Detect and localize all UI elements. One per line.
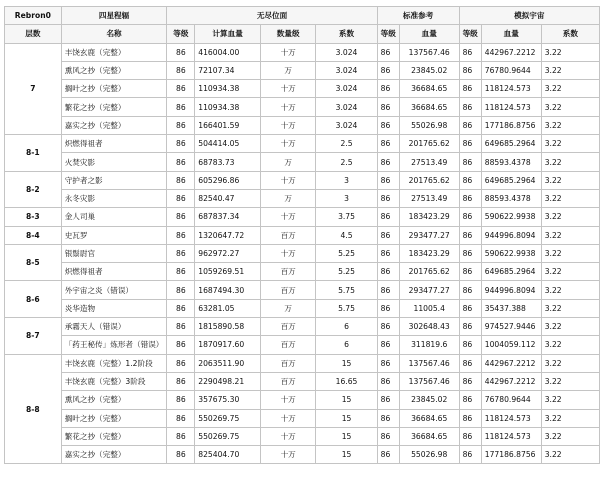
name-cell[interactable]: 嘉实之抄（完整） (61, 116, 167, 134)
table-row (5, 226, 600, 244)
std-level-cell[interactable]: 86 (377, 409, 399, 427)
name-cell[interactable]: 嘉实之抄（完整） (61, 446, 167, 464)
name-cell[interactable]: 火焚灾影 (61, 153, 167, 171)
sim-level-cell[interactable]: 86 (459, 372, 481, 390)
level-cell[interactable]: 86 (167, 446, 195, 464)
floor-cell[interactable]: 8-3 (5, 208, 62, 226)
std-hp-cell[interactable]: 183423.29 (399, 208, 459, 226)
magnitude-cell[interactable]: 十万 (260, 446, 315, 464)
spreadsheet (4, 6, 600, 464)
coef-cell[interactable]: 3.024 (316, 43, 377, 61)
level-cell[interactable]: 86 (167, 318, 195, 336)
coef-cell[interactable]: 3.75 (316, 208, 377, 226)
std-hp-cell[interactable]: 36684.65 (399, 409, 459, 427)
calc-hp-cell[interactable]: 825404.70 (195, 446, 261, 464)
header-row-1 (5, 7, 600, 25)
std-level-cell[interactable]: 86 (377, 336, 399, 354)
table-row (5, 135, 600, 153)
sim-coef-cell[interactable]: 3.22 (541, 391, 599, 409)
name-cell[interactable]: 繁花之抄（完整） (61, 427, 167, 445)
coef-cell[interactable]: 2.5 (316, 153, 377, 171)
calc-hp-cell[interactable]: 504414.05 (195, 135, 261, 153)
calc-hp-cell[interactable]: 687837.34 (195, 208, 261, 226)
sim-level-cell[interactable]: 86 (459, 354, 481, 372)
magnitude-cell[interactable]: 十万 (260, 43, 315, 61)
level-cell[interactable]: 86 (167, 263, 195, 281)
table-row (5, 354, 600, 372)
std-level-cell[interactable]: 86 (377, 189, 399, 207)
sim-coef-cell[interactable]: 3.22 (541, 80, 599, 98)
sim-coef-cell[interactable]: 3.22 (541, 318, 599, 336)
table-row (5, 244, 600, 262)
std-level-cell[interactable]: 86 (377, 244, 399, 262)
magnitude-cell[interactable]: 十万 (260, 80, 315, 98)
std-hp-cell[interactable]: 23845.02 (399, 391, 459, 409)
level-cell[interactable]: 86 (167, 281, 195, 299)
magnitude-cell[interactable]: 万 (260, 189, 315, 207)
magnitude-cell[interactable]: 十万 (260, 135, 315, 153)
calc-hp-cell[interactable]: 1815890.58 (195, 318, 261, 336)
name-cell[interactable]: 丰饶玄鹿（完整）3阶段 (61, 372, 167, 390)
std-hp-cell[interactable]: 293477.27 (399, 226, 459, 244)
calc-hp-cell[interactable]: 962972.27 (195, 244, 261, 262)
header-row-2 (5, 25, 600, 43)
magnitude-cell[interactable]: 十万 (260, 208, 315, 226)
sim-coef-cell[interactable]: 3.22 (541, 189, 599, 207)
name-cell[interactable]: 丰饶玄鹿（完整） (61, 43, 167, 61)
table-row (5, 409, 600, 427)
level-cell[interactable]: 86 (167, 336, 195, 354)
floor-cell[interactable]: 7 (5, 43, 62, 134)
sim-coef-cell[interactable]: 3.22 (541, 244, 599, 262)
coef-cell[interactable]: 6 (316, 336, 377, 354)
sim-coef-cell[interactable]: 3.22 (541, 299, 599, 317)
sim-level-cell[interactable]: 86 (459, 409, 481, 427)
coef-cell[interactable]: 5.25 (316, 263, 377, 281)
magnitude-cell[interactable]: 十万 (260, 98, 315, 116)
level-cell[interactable]: 86 (167, 171, 195, 189)
std-hp-cell[interactable]: 137567.46 (399, 43, 459, 61)
sim-coef-cell[interactable]: 3.22 (541, 98, 599, 116)
std-level-cell[interactable]: 86 (377, 226, 399, 244)
std-level-cell[interactable]: 86 (377, 116, 399, 134)
level-cell[interactable]: 86 (167, 98, 195, 116)
name-cell[interactable]: 炽燃得祖者 (61, 263, 167, 281)
std-hp-cell[interactable]: 36684.65 (399, 98, 459, 116)
coef-cell[interactable]: 3.024 (316, 61, 377, 79)
header-star-rune[interactable]: 四星程辐 (61, 7, 167, 25)
floor-cell[interactable]: 8-6 (5, 281, 62, 318)
table-row (5, 263, 600, 281)
coef-cell[interactable]: 16.65 (316, 372, 377, 390)
name-cell[interactable]: 熏风之抄（完整） (61, 391, 167, 409)
magnitude-cell[interactable]: 十万 (260, 427, 315, 445)
calc-hp-cell[interactable]: 2290498.21 (195, 372, 261, 390)
level-cell[interactable]: 86 (167, 135, 195, 153)
sim-level-cell[interactable]: 86 (459, 446, 481, 464)
name-cell[interactable]: 金人司巢 (61, 208, 167, 226)
sim-hp-cell[interactable]: 649685.2964 (481, 135, 541, 153)
sim-hp-cell[interactable]: 1004059.112 (481, 336, 541, 354)
calc-hp-cell[interactable]: 416004.00 (195, 43, 261, 61)
sim-hp-cell[interactable]: 76780.9644 (481, 61, 541, 79)
sim-hp-cell[interactable]: 118124.573 (481, 80, 541, 98)
sim-level-cell[interactable]: 86 (459, 171, 481, 189)
sim-coef-cell[interactable]: 3.22 (541, 171, 599, 189)
std-level-cell[interactable]: 86 (377, 372, 399, 390)
sim-coef-cell[interactable]: 3.22 (541, 43, 599, 61)
std-hp-cell[interactable]: 55026.98 (399, 116, 459, 134)
sim-coef-cell[interactable]: 3.22 (541, 226, 599, 244)
sim-coef-cell[interactable]: 3.22 (541, 427, 599, 445)
coef-cell[interactable]: 3.024 (316, 116, 377, 134)
header-magnitude[interactable]: 数量级 (260, 25, 315, 43)
sim-level-cell[interactable]: 86 (459, 263, 481, 281)
calc-hp-cell[interactable]: 550269.75 (195, 409, 261, 427)
coef-cell[interactable]: 5.75 (316, 281, 377, 299)
calc-hp-cell[interactable]: 550269.75 (195, 427, 261, 445)
calc-hp-cell[interactable]: 110934.38 (195, 98, 261, 116)
std-hp-cell[interactable]: 11005.4 (399, 299, 459, 317)
magnitude-cell[interactable]: 百万 (260, 318, 315, 336)
name-cell[interactable]: 「药王秘传」炼形者（错误） (61, 336, 167, 354)
calc-hp-cell[interactable]: 1687494.30 (195, 281, 261, 299)
sim-level-cell[interactable]: 86 (459, 336, 481, 354)
name-cell[interactable]: 银鬃尉官 (61, 244, 167, 262)
coef-cell[interactable]: 3 (316, 189, 377, 207)
coef-cell[interactable]: 15 (316, 354, 377, 372)
floor-cell[interactable]: 8-8 (5, 354, 62, 464)
name-cell[interactable]: 炎华造物 (61, 299, 167, 317)
header-level[interactable]: 等级 (167, 25, 195, 43)
std-level-cell[interactable]: 86 (377, 171, 399, 189)
sim-coef-cell[interactable]: 3.22 (541, 446, 599, 464)
name-cell[interactable]: 承霧天人（错误） (61, 318, 167, 336)
header-std-hp[interactable]: 血量 (399, 25, 459, 43)
sim-coef-cell[interactable]: 3.22 (541, 116, 599, 134)
std-hp-cell[interactable]: 27513.49 (399, 153, 459, 171)
sim-hp-cell[interactable]: 35437.388 (481, 299, 541, 317)
level-cell[interactable]: 86 (167, 244, 195, 262)
sim-hp-cell[interactable]: 118124.573 (481, 409, 541, 427)
sim-level-cell[interactable]: 86 (459, 281, 481, 299)
sim-level-cell[interactable]: 86 (459, 318, 481, 336)
sim-hp-cell[interactable]: 76780.9644 (481, 391, 541, 409)
std-hp-cell[interactable]: 201765.62 (399, 171, 459, 189)
std-level-cell[interactable]: 86 (377, 391, 399, 409)
level-cell[interactable]: 86 (167, 153, 195, 171)
std-level-cell[interactable]: 86 (377, 98, 399, 116)
std-level-cell[interactable]: 86 (377, 135, 399, 153)
name-cell[interactable]: 熏风之抄（完整） (61, 61, 167, 79)
name-cell[interactable]: 炽燃得祖者 (61, 135, 167, 153)
sim-level-cell[interactable]: 86 (459, 43, 481, 61)
std-level-cell[interactable]: 86 (377, 354, 399, 372)
table-row (5, 171, 600, 189)
level-cell[interactable]: 86 (167, 372, 195, 390)
sim-level-cell[interactable]: 86 (459, 208, 481, 226)
level-cell[interactable]: 86 (167, 61, 195, 79)
sim-hp-cell[interactable]: 88593.4378 (481, 189, 541, 207)
header-simulated[interactable]: 模拟宇宙 (459, 7, 599, 25)
level-cell[interactable]: 86 (167, 354, 195, 372)
header-sim-coef[interactable]: 系数 (541, 25, 599, 43)
header-endless[interactable]: 无尽位面 (167, 7, 377, 25)
calc-hp-cell[interactable]: 2063511.90 (195, 354, 261, 372)
magnitude-cell[interactable]: 十万 (260, 116, 315, 134)
sim-hp-cell[interactable]: 944996.8094 (481, 281, 541, 299)
magnitude-cell[interactable]: 百万 (260, 354, 315, 372)
magnitude-cell[interactable]: 十万 (260, 391, 315, 409)
magnitude-cell[interactable]: 百万 (260, 226, 315, 244)
table-row (5, 281, 600, 299)
coef-cell[interactable]: 15 (316, 446, 377, 464)
table-row (5, 189, 600, 207)
level-cell[interactable]: 86 (167, 116, 195, 134)
sim-hp-cell[interactable]: 88593.4378 (481, 153, 541, 171)
sim-coef-cell[interactable]: 3.22 (541, 153, 599, 171)
magnitude-cell[interactable]: 十万 (260, 409, 315, 427)
sim-hp-cell[interactable]: 944996.8094 (481, 226, 541, 244)
magnitude-cell[interactable]: 十万 (260, 244, 315, 262)
coef-cell[interactable]: 15 (316, 409, 377, 427)
table-row (5, 43, 600, 61)
sim-level-cell[interactable]: 86 (459, 244, 481, 262)
std-level-cell[interactable]: 86 (377, 208, 399, 226)
std-hp-cell[interactable]: 36684.65 (399, 427, 459, 445)
magnitude-cell[interactable]: 十万 (260, 171, 315, 189)
coef-cell[interactable]: 15 (316, 391, 377, 409)
sim-hp-cell[interactable]: 118124.573 (481, 427, 541, 445)
magnitude-cell[interactable]: 百万 (260, 263, 315, 281)
calc-hp-cell[interactable]: 1320647.72 (195, 226, 261, 244)
floor-cell[interactable]: 8-2 (5, 171, 62, 208)
calc-hp-cell[interactable]: 68783.73 (195, 153, 261, 171)
sim-hp-cell[interactable]: 177186.8756 (481, 116, 541, 134)
coef-cell[interactable]: 3.024 (316, 98, 377, 116)
floor-cell[interactable]: 8-1 (5, 135, 62, 172)
sim-coef-cell[interactable]: 3.22 (541, 281, 599, 299)
std-hp-cell[interactable]: 36684.65 (399, 80, 459, 98)
header-floor[interactable]: 层数 (5, 25, 62, 43)
calc-hp-cell[interactable]: 110934.38 (195, 80, 261, 98)
level-cell[interactable]: 86 (167, 43, 195, 61)
sim-level-cell[interactable]: 86 (459, 135, 481, 153)
level-cell[interactable]: 86 (167, 189, 195, 207)
std-hp-cell[interactable]: 137567.46 (399, 372, 459, 390)
sim-hp-cell[interactable]: 974527.9446 (481, 318, 541, 336)
table-row (5, 80, 600, 98)
level-cell[interactable]: 86 (167, 226, 195, 244)
std-level-cell[interactable]: 86 (377, 281, 399, 299)
sim-coef-cell[interactable]: 3.22 (541, 263, 599, 281)
table-row (5, 427, 600, 445)
name-cell[interactable]: 搁叶之抄（完整） (61, 409, 167, 427)
std-level-cell[interactable]: 86 (377, 43, 399, 61)
magnitude-cell[interactable]: 百万 (260, 281, 315, 299)
name-cell[interactable]: 搁叶之抄（完整） (61, 80, 167, 98)
sim-coef-cell[interactable]: 3.22 (541, 208, 599, 226)
coef-cell[interactable]: 2.5 (316, 135, 377, 153)
table-row (5, 116, 600, 134)
std-hp-cell[interactable]: 201765.62 (399, 135, 459, 153)
level-cell[interactable]: 86 (167, 299, 195, 317)
coef-cell[interactable]: 5.75 (316, 299, 377, 317)
sim-coef-cell[interactable]: 3.22 (541, 135, 599, 153)
level-cell[interactable]: 86 (167, 427, 195, 445)
coef-cell[interactable]: 6 (316, 318, 377, 336)
magnitude-cell[interactable]: 万 (260, 153, 315, 171)
table-row (5, 391, 600, 409)
header-coef[interactable]: 系数 (316, 25, 377, 43)
std-level-cell[interactable]: 86 (377, 153, 399, 171)
table-row (5, 336, 600, 354)
std-hp-cell[interactable]: 137567.46 (399, 354, 459, 372)
std-level-cell[interactable]: 86 (377, 80, 399, 98)
level-cell[interactable]: 86 (167, 409, 195, 427)
std-hp-cell[interactable]: 27513.49 (399, 189, 459, 207)
std-hp-cell[interactable]: 23845.02 (399, 61, 459, 79)
sim-level-cell[interactable]: 86 (459, 226, 481, 244)
floor-cell[interactable]: 8-5 (5, 244, 62, 281)
magnitude-cell[interactable]: 百万 (260, 336, 315, 354)
sim-level-cell[interactable]: 86 (459, 427, 481, 445)
table-row (5, 208, 600, 226)
floor-cell[interactable]: 8-7 (5, 318, 62, 355)
name-cell[interactable]: 丰饶玄鹿（完整）1.2阶段 (61, 354, 167, 372)
sim-level-cell[interactable]: 86 (459, 116, 481, 134)
header-std-level[interactable]: 等级 (377, 25, 399, 43)
std-level-cell[interactable]: 86 (377, 299, 399, 317)
sim-level-cell[interactable]: 86 (459, 153, 481, 171)
sim-hp-cell[interactable]: 649685.2964 (481, 171, 541, 189)
sim-hp-cell[interactable]: 442967.2212 (481, 372, 541, 390)
sim-hp-cell[interactable]: 118124.573 (481, 98, 541, 116)
calc-hp-cell[interactable]: 605296.86 (195, 171, 261, 189)
floor-cell[interactable]: 8-4 (5, 226, 62, 244)
sim-hp-cell[interactable]: 442967.2212 (481, 354, 541, 372)
sim-level-cell[interactable]: 86 (459, 391, 481, 409)
header-name[interactable]: 名称 (61, 25, 167, 43)
std-hp-cell[interactable]: 302648.43 (399, 318, 459, 336)
name-cell[interactable]: 守护者之影 (61, 171, 167, 189)
calc-hp-cell[interactable]: 1059269.51 (195, 263, 261, 281)
level-cell[interactable]: 86 (167, 391, 195, 409)
coef-cell[interactable]: 3.024 (316, 80, 377, 98)
level-cell[interactable]: 86 (167, 208, 195, 226)
magnitude-cell[interactable]: 万 (260, 299, 315, 317)
sim-hp-cell[interactable]: 442967.2212 (481, 43, 541, 61)
table-row (5, 153, 600, 171)
std-level-cell[interactable]: 86 (377, 263, 399, 281)
level-cell[interactable]: 86 (167, 80, 195, 98)
name-cell[interactable]: 永冬灾影 (61, 189, 167, 207)
calc-hp-cell[interactable]: 1870917.60 (195, 336, 261, 354)
std-hp-cell[interactable]: 293477.27 (399, 281, 459, 299)
sim-level-cell[interactable]: 86 (459, 98, 481, 116)
sim-coef-cell[interactable]: 3.22 (541, 372, 599, 390)
sim-level-cell[interactable]: 86 (459, 299, 481, 317)
sim-level-cell[interactable]: 86 (459, 189, 481, 207)
std-hp-cell[interactable]: 311819.6 (399, 336, 459, 354)
header-rebron[interactable]: Rebron0 (5, 7, 62, 25)
std-hp-cell[interactable]: 201765.62 (399, 263, 459, 281)
coef-cell[interactable]: 5.25 (316, 244, 377, 262)
name-cell[interactable]: 外宇宙之炎（错误） (61, 281, 167, 299)
sim-coef-cell[interactable]: 3.22 (541, 354, 599, 372)
sim-hp-cell[interactable]: 649685.2964 (481, 263, 541, 281)
sim-hp-cell[interactable]: 590622.9938 (481, 208, 541, 226)
table-row (5, 98, 600, 116)
header-sim-level[interactable]: 等级 (459, 25, 481, 43)
calc-hp-cell[interactable]: 63281.05 (195, 299, 261, 317)
sim-hp-cell[interactable]: 177186.8756 (481, 446, 541, 464)
header-standard[interactable]: 标准参考 (377, 7, 459, 25)
magnitude-cell[interactable]: 万 (260, 61, 315, 79)
name-cell[interactable]: 史瓦罗 (61, 226, 167, 244)
sim-level-cell[interactable]: 86 (459, 80, 481, 98)
table-row (5, 299, 600, 317)
calc-hp-cell[interactable]: 166401.59 (195, 116, 261, 134)
name-cell[interactable]: 繁花之抄（完整） (61, 98, 167, 116)
calc-hp-cell[interactable]: 357675.30 (195, 391, 261, 409)
sim-level-cell[interactable]: 86 (459, 61, 481, 79)
std-level-cell[interactable]: 86 (377, 61, 399, 79)
sim-hp-cell[interactable]: 590622.9938 (481, 244, 541, 262)
header-sim-hp[interactable]: 血量 (481, 25, 541, 43)
calc-hp-cell[interactable]: 72107.34 (195, 61, 261, 79)
std-level-cell[interactable]: 86 (377, 318, 399, 336)
table-row (5, 61, 600, 79)
std-hp-cell[interactable]: 55026.98 (399, 446, 459, 464)
table-row (5, 372, 600, 390)
std-level-cell[interactable]: 86 (377, 446, 399, 464)
sim-coef-cell[interactable]: 3.22 (541, 409, 599, 427)
std-hp-cell[interactable]: 183423.29 (399, 244, 459, 262)
calc-hp-cell[interactable]: 82540.47 (195, 189, 261, 207)
coef-cell[interactable]: 3 (316, 171, 377, 189)
header-calc-hp[interactable]: 计算血量 (195, 25, 261, 43)
coef-cell[interactable]: 15 (316, 427, 377, 445)
hp-table (4, 6, 600, 464)
coef-cell[interactable]: 4.5 (316, 226, 377, 244)
sim-coef-cell[interactable]: 3.22 (541, 61, 599, 79)
magnitude-cell[interactable]: 百万 (260, 372, 315, 390)
sim-coef-cell[interactable]: 3.22 (541, 336, 599, 354)
std-level-cell[interactable]: 86 (377, 427, 399, 445)
table-row (5, 318, 600, 336)
table-row (5, 446, 600, 464)
